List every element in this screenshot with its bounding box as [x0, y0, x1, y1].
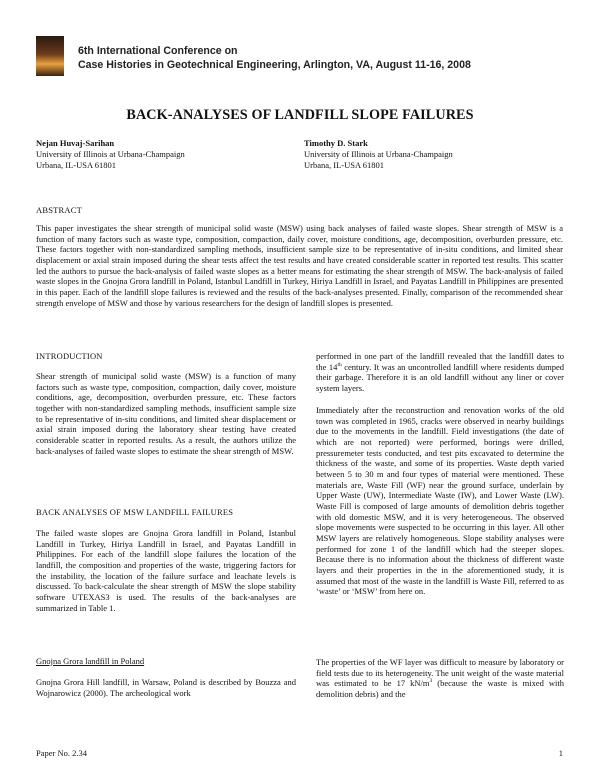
footer-page-number: 1 [558, 748, 563, 758]
author-affiliation: University of Illinois at Urbana-Champaign [304, 149, 453, 159]
right-paragraph-1 [316, 351, 564, 394]
author-location: Urbana, IL-USA 61801 [36, 160, 117, 170]
author-affiliation: University of Illinois at Urbana-Champaign [36, 149, 185, 159]
right-paragraph-2: Immediately after the reconstruction and renovation works of the old town was completed in 1965, cracks were observed in nearby buildings due to the movements in the landfill. Field investigations (the date of which are not reported) were performed, borings were drilled, pressuremeter tests conducted, and test pits excavated to determine the thickness of the waste, and some of its properties. Waste depth varied between 5 to 30 m and four types of material were mentioned. These materials are, Waste Fill (WF) near the ground surface, underlain by Upper Waste (UW), Intermediate Waste (IW), and Lower Waste (LW). Waste Fill is composed of large amounts of demolition debris together with old domestic MSW, and it is very heterogeneous. The observed slope movements were suspected to be occurring in this layer. All other MSW layers are relatively homogeneous. Slope stability analyses were performed for zone 1 of the landfill which had the steeper slopes. Because there is no information about the thickness of different waste layers and their properties in the in the aforementioned study, it is assumed that most of the waste in the landfill is Waste Fill, referred to as ‘waste’ or ‘MSW’ from here on. [316, 405, 564, 597]
footer-paper-number: Paper No. 2.34 [36, 748, 87, 758]
back-analyses-text: The failed waste slopes are Gnojna Grora landfill in Poland, Istanbul Landfill in Turkey, Hiriya Landfill in Israel, and Payatas Landfill in Philippines. For each of the landfill slope failures the location of the landfill, the composition and properties of the waste, triggering factors for the instability, the location of the failure surface and leachate levels is discussed. To back-calculate the shear strength of MSW the slope stability software UTEXAS3 is used. The results of the back-analyses are summarized in Table 1. [36, 528, 296, 613]
author-location: Urbana, IL-USA 61801 [304, 160, 385, 170]
right-paragraph-3-part-a: The properties of the WF layer was difficult to measure by laboratory or field tests due to its heterogeneity. The unit weight of the waste material was estimated to be 17 kN/m [316, 657, 564, 689]
back-analyses-heading: BACK ANALYSES OF MSW LANDFILL FAILURES [36, 507, 234, 517]
abstract-text: This paper investigates the shear strength of municipal solid waste (MSW) using back analyses of failed waste slopes. Shear strength of MSW is a function of many factors such as waste type, composition, compaction, daily cover, moisture conditions, age, decomposition, overburden pressure, etc. These factors together with non-standardized sampling methods, insufficient sample size to be representative of in-situ conditions, and limited shear displacement or axial strain imposed during the shear tests affect the test results and have created considerable scatter in reported test results. This scatter led the authors to pursue the back-analysis of failed waste slopes as a better means for estimating the shear strength of MSW. The back-analysis of failed waste slopes in the Gnojna Grora landfill in Poland, Istanbul Landfill in Turkey, Hiriya Landfill in Israel, and Payatas Landfill in Philippines are presented in this paper. Each of the landfill slope failures is reviewed and the results of the back-analyses presented. Finally, comparison of the recommended shear strength envelope of MSW and those by various researchers for the design of landfill slopes is presented. [36, 223, 563, 308]
conference-line-1: 6th International Conference on [78, 45, 238, 57]
right-paragraph-1-part-b: century. It was an uncontrolled landfill where residents dumped their garbage. Therefore it is an old landfill without any liner or cover system layers. [316, 361, 564, 393]
conference-line-2: Case Histories in Geotechnical Engineering, Arlington, VA, August 11-16, 2008 [78, 59, 471, 71]
right-paragraph-3 [316, 657, 564, 700]
abstract-heading: ABSTRACT [36, 205, 82, 215]
author-name: Timothy D. Stark [304, 138, 368, 148]
superscript-3: 3 [429, 678, 433, 685]
right-paragraph-3-part-b: (because the waste is mixed with demolition debris) and the [316, 678, 564, 699]
gnojna-grora-subheading: Gnojna Grora landfill in Poland [36, 656, 145, 666]
author-block-2 [304, 138, 453, 171]
right-paragraph-1-part-a: performed in one part of the landfill revealed that the landfill dates to the 14 [316, 351, 564, 372]
conference-header [78, 44, 471, 72]
conference-logo [36, 36, 64, 76]
introduction-text: Shear strength of municipal solid waste (MSW) is a function of many factors such as waste type, composition, compaction, daily cover, moisture conditions, age, decomposition, overburden pressure, etc. These factors together with non-standardized sampling methods, insufficient sample size to be representative of in-situ conditions, and limited shear displacement or axial strain imposed during the laboratory shear testing have created considerable scatter in reported results. As a result, the authors utilize the back-analyses of failed waste slopes to estimate the shear strength of MSW. [36, 371, 296, 456]
author-block-1 [36, 138, 185, 171]
gnojna-grora-text: Gnojna Grora Hill landfill, in Warsaw, Poland is described by Bouzza and Wojnarowicz (2000). The archeological work [36, 677, 296, 698]
introduction-heading: INTRODUCTION [36, 351, 103, 361]
superscript-th: th [337, 361, 342, 368]
author-name: Nejan Huvaj-Sarihan [36, 138, 115, 148]
paper-title: BACK-ANALYSES OF LANDFILL SLOPE FAILURES [126, 107, 474, 123]
